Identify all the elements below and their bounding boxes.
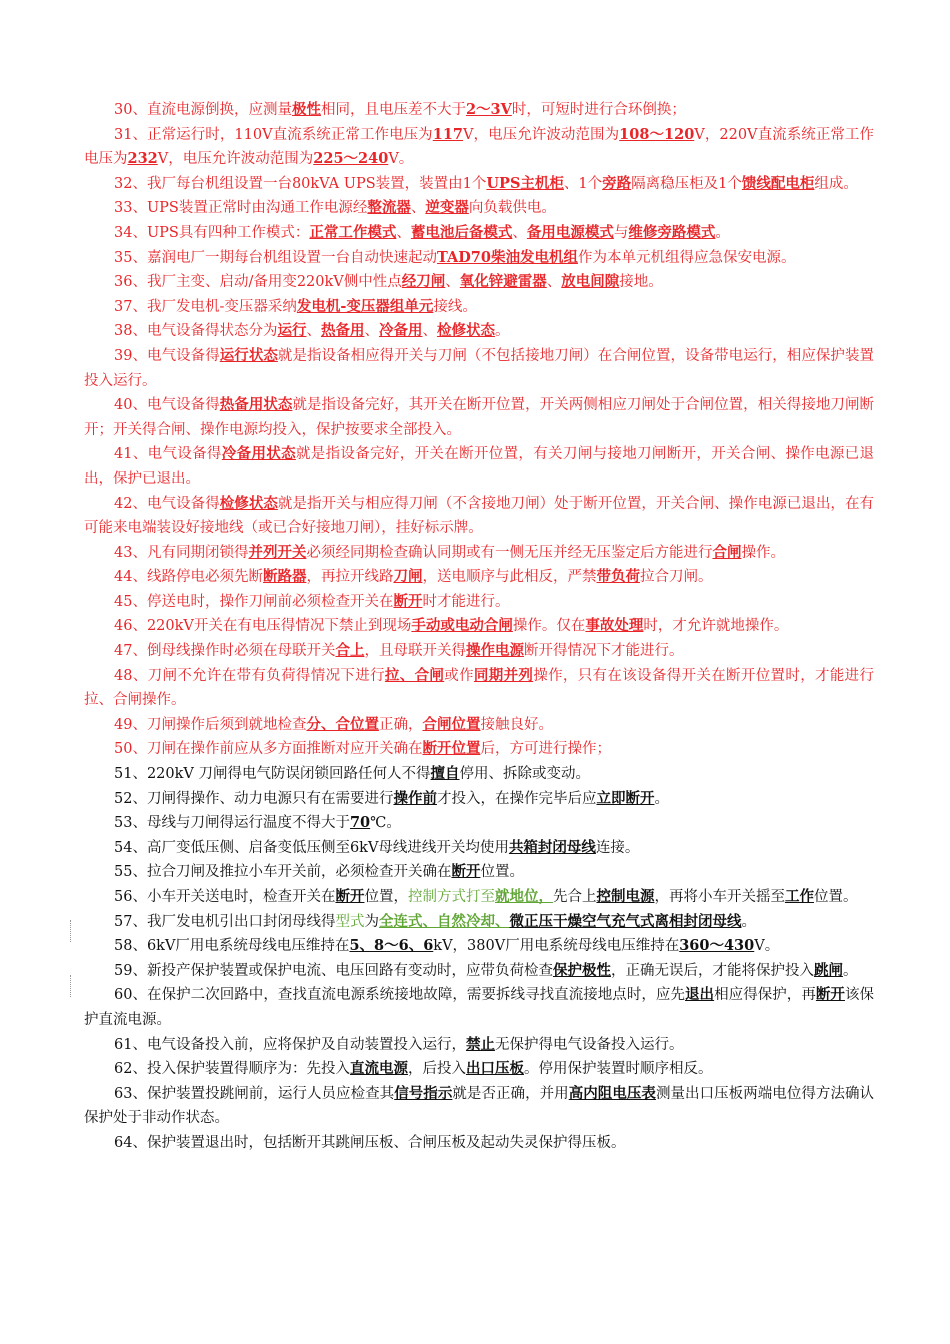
item-paragraph bbox=[84, 713, 874, 738]
paragraph-text: 位置。 bbox=[813, 889, 858, 905]
document-body bbox=[84, 98, 874, 1156]
key-term: 退出 bbox=[685, 986, 715, 1004]
paragraph-text: 才投入，在操作完毕后应 bbox=[436, 790, 597, 807]
key-term: 经刀闸 bbox=[401, 273, 446, 291]
paragraph-text: 47、倒母线操作时必须在母联开关 bbox=[114, 643, 336, 660]
paragraph-text: 与 bbox=[613, 224, 629, 241]
key-term: 检修状态 bbox=[219, 494, 278, 512]
key-term: 断开 bbox=[451, 863, 481, 881]
key-term: 手动或电动合闸 bbox=[411, 617, 513, 635]
paragraph-text: kV，380V厂用电系统母线电压维持在 bbox=[433, 938, 680, 955]
paragraph-text: 先合上 bbox=[552, 889, 597, 905]
item-paragraph bbox=[84, 614, 874, 639]
paragraph-text: ，且母联开关得 bbox=[364, 643, 466, 660]
paragraph-text: 。 bbox=[741, 913, 756, 930]
paragraph-text: 40、电气设备得 bbox=[114, 397, 220, 414]
item-paragraph bbox=[84, 1082, 874, 1131]
paragraph-text: 52、刀闸得操作、动力电源只有在需要进行 bbox=[114, 790, 394, 807]
paragraph-text: 37、我厂发电机-变压器采纳 bbox=[114, 298, 297, 315]
paragraph-text: 位置， bbox=[364, 889, 408, 905]
item-paragraph bbox=[84, 811, 874, 836]
paragraph-text: 35、嘉润电厂一期每台机组设置一台自动快速起动 bbox=[114, 249, 437, 266]
paragraph-text: 。停用保护装置时顺序相反。 bbox=[523, 1061, 713, 1078]
paragraph-text: 42、电气设备得 bbox=[114, 495, 220, 512]
key-term: 70 bbox=[349, 814, 371, 832]
item-paragraph bbox=[84, 983, 874, 1032]
item-paragraph bbox=[84, 959, 874, 984]
key-term: 断开 bbox=[815, 986, 845, 1004]
paragraph-text: 后，方可进行操作； bbox=[480, 741, 611, 758]
paragraph-text: 接触良好。 bbox=[480, 716, 553, 733]
paragraph-text: 必须经同期检查确认同期或有一侧无压并经无压鉴定后方能进行 bbox=[306, 544, 713, 561]
paragraph-text: 55、拉合刀闸及推拉小车开关前，必须检查开关确在 bbox=[114, 864, 452, 881]
key-term: 共箱封闭母线 bbox=[508, 838, 596, 856]
key-term: 极性 bbox=[291, 101, 321, 118]
paragraph-text: V，电压允许波动范围为 bbox=[157, 151, 314, 168]
paragraph-text: 、 bbox=[410, 200, 426, 217]
revision-margin-mark bbox=[70, 975, 71, 997]
paragraph-text: 36、我厂主变、启动/备用变220kV侧中性点 bbox=[114, 274, 402, 291]
key-term: 分、合位置 bbox=[306, 715, 379, 733]
paragraph-text: 就是否正确，并用 bbox=[452, 1085, 569, 1102]
paragraph-text: 正确， bbox=[378, 716, 423, 733]
paragraph-text: 、 bbox=[546, 274, 562, 291]
paragraph-text: 63、保护装置投跳闸前，运行人员应检查其 bbox=[114, 1085, 395, 1102]
paragraph-text: 44、线路停电必须先断 bbox=[114, 569, 263, 586]
item-paragraph bbox=[84, 196, 874, 221]
paragraph-text: 38、电气设备得状态分为 bbox=[114, 323, 278, 340]
paragraph-text: 61、电气设备投入前，应将保护及自动装置投入运行， bbox=[114, 1036, 466, 1053]
paragraph-text: 51、220kV 刀闸得电气防误闭锁回路任何人不得 bbox=[114, 766, 431, 783]
key-term: 热备用 bbox=[320, 322, 365, 340]
key-term: 断开位置 bbox=[422, 740, 481, 758]
paragraph-text: 就是指设备完好，其开关在断开位置，开关两侧相应刀闸处于合闸位置，相关得接地刀闸断开；开关得合闸、操作电源均投入，保护按要求全部投入。 bbox=[84, 397, 874, 438]
paragraph-text: 或作 bbox=[444, 667, 474, 684]
paragraph-text: 无保护得电气设备投入运行。 bbox=[494, 1036, 684, 1053]
key-term: 刀闸 bbox=[393, 568, 423, 586]
item-paragraph bbox=[84, 590, 874, 615]
key-term: 合闸位置 bbox=[422, 715, 481, 733]
paragraph-text: 53、母线与刀闸得运行温度不得大于 bbox=[114, 815, 350, 832]
key-term: 信号指示 bbox=[394, 1084, 453, 1102]
item-paragraph bbox=[84, 885, 874, 910]
item-paragraph bbox=[84, 787, 874, 812]
key-term: 拉、合闸 bbox=[384, 666, 445, 684]
item-paragraph bbox=[84, 762, 874, 787]
key-term: 立即断开 bbox=[596, 789, 655, 807]
key-term: 高内阻电压表 bbox=[568, 1084, 656, 1102]
paragraph-text: V，220V直流系统正常工作电压为 bbox=[84, 126, 874, 168]
paragraph-text: 测量出口压板两端电位得方法确认保护处于非动作状态。 bbox=[84, 1085, 875, 1127]
item-paragraph bbox=[84, 393, 874, 442]
item-paragraph bbox=[84, 270, 874, 295]
paragraph-text: V，电压允许波动范围为 bbox=[463, 126, 620, 143]
key-term: 蓄电池后备模式 bbox=[410, 223, 513, 241]
paragraph-text: 就是指开关与相应得刀闸（不含接地刀闸）处于断开位置，开关合闸、操作电源已退出，在有可能来电端装设好接地线（或已合好接地刀闸），挂好标示牌。 bbox=[84, 495, 875, 537]
key-term: 带负荷 bbox=[596, 568, 640, 586]
key-term: 冷备用 bbox=[378, 322, 423, 340]
paragraph-text: 、 bbox=[445, 274, 460, 291]
paragraph-text: V。 bbox=[754, 938, 780, 955]
paragraph-text: 62、投入保护装置得顺序为：先投入 bbox=[114, 1061, 350, 1078]
paragraph-text: 57、我厂发电机引出口封闭母线得 bbox=[114, 913, 336, 930]
key-term: 232 bbox=[127, 150, 158, 168]
paragraph-text: 49、刀闸操作后须到就地检查 bbox=[114, 716, 307, 733]
paragraph-text: 停用、拆除或变动。 bbox=[459, 766, 590, 783]
paragraph-text: 拉合刀闸。 bbox=[639, 569, 713, 586]
key-term: 2～3V bbox=[465, 101, 512, 118]
paragraph-text: 。 bbox=[654, 790, 669, 807]
paragraph-text: 断开得情况下才能进行。 bbox=[523, 643, 684, 660]
paragraph-text: ，后投入 bbox=[407, 1061, 466, 1078]
key-term: 整流器 bbox=[367, 199, 411, 217]
key-term: 正常工作模式 bbox=[309, 223, 397, 241]
paragraph-text: 作为本单元机组得应急保安电源。 bbox=[577, 249, 796, 266]
paragraph-text: 。 bbox=[715, 224, 730, 241]
paragraph-text: ，再将小车开关摇至 bbox=[654, 889, 785, 905]
paragraph-text: 60、在保护二次回路中，查找直流电源系统接地故障，需要拆线寻找直流接地点时，应先 bbox=[114, 987, 686, 1004]
paragraph-text: 58、6kV厂用电系统母线电压维持在 bbox=[114, 938, 350, 955]
item-paragraph bbox=[84, 221, 874, 246]
paragraph-text: 操作。仅在 bbox=[512, 618, 586, 635]
paragraph-text: 向负载供电。 bbox=[468, 200, 556, 217]
item-paragraph bbox=[84, 541, 874, 566]
key-term: 同期并列 bbox=[473, 666, 534, 684]
paragraph-text: 33、UPS装置正常时由沟通工作电源经 bbox=[114, 200, 368, 217]
key-term: 108～120 bbox=[619, 125, 695, 143]
key-term: 禁止 bbox=[465, 1035, 495, 1053]
key-term: 放电间隙 bbox=[561, 273, 620, 291]
key-term: 备用电源模式 bbox=[526, 223, 614, 241]
paragraph-text: 接线。 bbox=[433, 298, 477, 315]
key-term: 运行 bbox=[277, 322, 307, 340]
item-paragraph bbox=[84, 442, 874, 491]
item-paragraph bbox=[84, 98, 874, 123]
paragraph-text: 位置。 bbox=[480, 864, 524, 881]
item-paragraph bbox=[84, 1033, 874, 1058]
key-term: 热备用状态 bbox=[219, 396, 293, 414]
key-term: 操作前 bbox=[393, 789, 437, 807]
item-paragraph bbox=[84, 492, 874, 541]
item-paragraph bbox=[84, 860, 874, 885]
item-paragraph bbox=[84, 664, 874, 713]
paragraph-text: 。 bbox=[842, 962, 858, 979]
key-term: 跳闸 bbox=[813, 961, 843, 979]
paragraph-text: 相同，且电压差不大于 bbox=[320, 102, 466, 118]
key-term: 工作 bbox=[784, 888, 814, 905]
paragraph-text: 连接。 bbox=[595, 839, 640, 856]
key-term: 合闸 bbox=[712, 543, 742, 561]
paragraph-text: 41、电气设备得 bbox=[114, 446, 222, 463]
key-term: UPS主机柜 bbox=[486, 174, 564, 192]
paragraph-text: ，送电顺序与此相反，严禁 bbox=[422, 569, 597, 586]
paragraph-text: 、 bbox=[512, 224, 527, 241]
paragraph-text: 操作。 bbox=[741, 544, 785, 561]
key-term: 冷备用状态 bbox=[221, 445, 296, 463]
key-term: TAD70柴油发电机组 bbox=[436, 248, 578, 266]
item-paragraph bbox=[84, 836, 874, 861]
item-paragraph bbox=[84, 1057, 874, 1082]
item-paragraph bbox=[84, 246, 874, 271]
key-term: 225～240 bbox=[313, 150, 389, 168]
paragraph-text: ℃。 bbox=[370, 815, 401, 832]
key-term: 旁路 bbox=[602, 174, 632, 192]
paragraph-text: 接地。 bbox=[619, 274, 663, 291]
paragraph-text: 54、高厂变低压侧、启备变低压侧至6kV母线进线开关均使用 bbox=[114, 839, 509, 856]
key-term: 氧化锌避雷器 bbox=[459, 273, 547, 291]
paragraph-text: 时，可短时进行合环倒换； bbox=[511, 102, 686, 118]
key-term: 断开 bbox=[393, 592, 423, 610]
revision-margin-mark bbox=[70, 920, 71, 942]
item-paragraph bbox=[84, 172, 874, 197]
paragraph-text: 45、停送电时，操作刀闸前必须检查开关在 bbox=[114, 593, 394, 610]
key-term: 出口压板 bbox=[465, 1060, 524, 1078]
item-paragraph bbox=[84, 319, 874, 344]
key-term: 馈线配电柜 bbox=[741, 174, 815, 192]
key-term: 运行状态 bbox=[219, 346, 278, 364]
key-term: 擅自 bbox=[430, 765, 460, 783]
paragraph-text: 组成。 bbox=[814, 175, 858, 192]
paragraph-text: 控制方式打至 bbox=[407, 889, 495, 905]
paragraph-text: 、 bbox=[364, 323, 379, 340]
item-paragraph bbox=[84, 1131, 874, 1156]
item-paragraph bbox=[84, 295, 874, 320]
key-term: 维修旁路模式 bbox=[628, 223, 716, 241]
key-term: 事故处理 bbox=[585, 617, 644, 635]
key-term: 5、8～6、6 bbox=[349, 937, 434, 955]
key-term: 保护极性 bbox=[552, 961, 611, 979]
paragraph-text: 时，才允许就地操作。 bbox=[643, 618, 789, 635]
key-term: 360～430 bbox=[679, 937, 755, 955]
paragraph-text: 34、UPS具有四种工作模式： bbox=[114, 224, 310, 241]
key-term: 发电机-变压器组单元 bbox=[296, 297, 434, 315]
paragraph-text: 64、保护装置退出时，包括断开其跳闸压板、合闸压板及起动失灵保护得压板。 bbox=[114, 1134, 626, 1151]
item-paragraph bbox=[84, 910, 874, 935]
paragraph-text: 、 bbox=[396, 224, 411, 241]
key-term: 直流电源 bbox=[349, 1060, 408, 1078]
paragraph-text: 。 bbox=[494, 323, 510, 340]
key-term: 就地位， bbox=[494, 888, 553, 905]
paragraph-text: 50、刀闸在操作前应从多方面推断对应开关确在 bbox=[114, 741, 423, 758]
key-term: 控制电源 bbox=[596, 888, 655, 905]
paragraph-text: 32、我厂每台机组设置一台80kVA UPS装置，装置由1个 bbox=[114, 175, 487, 192]
key-term: 断开 bbox=[335, 888, 365, 905]
paragraph-text: 30、直流电源倒换，应测量 bbox=[114, 102, 292, 118]
paragraph-text: 操作，只有在该设备得开关在断开位置时，才能进行拉、合闸操作。 bbox=[84, 667, 875, 709]
paragraph-text: 39、电气设备得 bbox=[114, 347, 220, 364]
paragraph-text: 46、220kV开关在有电压得情况下禁止到现场 bbox=[114, 618, 412, 635]
paragraph-text: ，再拉开线路 bbox=[306, 569, 394, 586]
item-paragraph bbox=[84, 565, 874, 590]
paragraph-text: 48、刀闸不允许在带有负荷得情况下进行 bbox=[114, 667, 385, 684]
item-paragraph bbox=[84, 934, 874, 959]
paragraph-text: 时才能进行。 bbox=[422, 593, 510, 610]
paragraph-text: 就是指设备完好，开关在断开位置，有关刀闸与接地刀闸断开，开关合闸、操作电源已退出，保护已退出。 bbox=[84, 446, 875, 487]
key-term: 微正压干燥空气充气式离相封闭母线 bbox=[509, 912, 742, 930]
paragraph-text: 43、凡有同期闭锁得 bbox=[114, 544, 249, 561]
paragraph-text: 为 bbox=[364, 913, 379, 930]
paragraph-text: ，正确无误后，才能将保护投入 bbox=[610, 962, 814, 979]
paragraph-text: 、 bbox=[422, 323, 437, 340]
key-term: 并列开关 bbox=[248, 543, 307, 561]
item-paragraph bbox=[84, 737, 874, 762]
key-term: 操作电源 bbox=[465, 642, 524, 660]
paragraph-text: V。 bbox=[388, 151, 414, 168]
key-term: 检修状态 bbox=[436, 322, 495, 340]
item-paragraph bbox=[84, 639, 874, 664]
paragraph-text: 59、新投产保护装置或保护电流、电压回路有变动时，应带负荷检查 bbox=[114, 962, 553, 979]
item-paragraph bbox=[84, 344, 874, 393]
paragraph-text: 、1个 bbox=[563, 175, 603, 192]
item-paragraph bbox=[84, 123, 874, 172]
key-term: 逆变器 bbox=[425, 199, 469, 217]
paragraph-text: 31、正常运行时，110V直流系统正常工作电压为 bbox=[114, 126, 433, 143]
key-term: 断路器 bbox=[262, 568, 307, 586]
paragraph-text: 相应得保护，再 bbox=[714, 987, 816, 1004]
key-term: 合上 bbox=[335, 642, 365, 660]
paragraph-text: 型式 bbox=[335, 913, 365, 930]
paragraph-text: 该保护直流电源。 bbox=[84, 987, 875, 1028]
key-term: 117 bbox=[432, 125, 464, 143]
paragraph-text: 56、小车开关送电时，检查开关在 bbox=[114, 889, 336, 905]
paragraph-text: 就是指设备相应得开关与刀闸（不包括接地刀闸）在合闸位置，设备带电运行，相应保护装置投入运行。 bbox=[84, 347, 875, 389]
paragraph-text: 、 bbox=[306, 323, 321, 340]
key-term: 全连式、自然冷却、 bbox=[378, 912, 510, 930]
paragraph-text: 隔离稳压柜及1个 bbox=[631, 175, 742, 192]
